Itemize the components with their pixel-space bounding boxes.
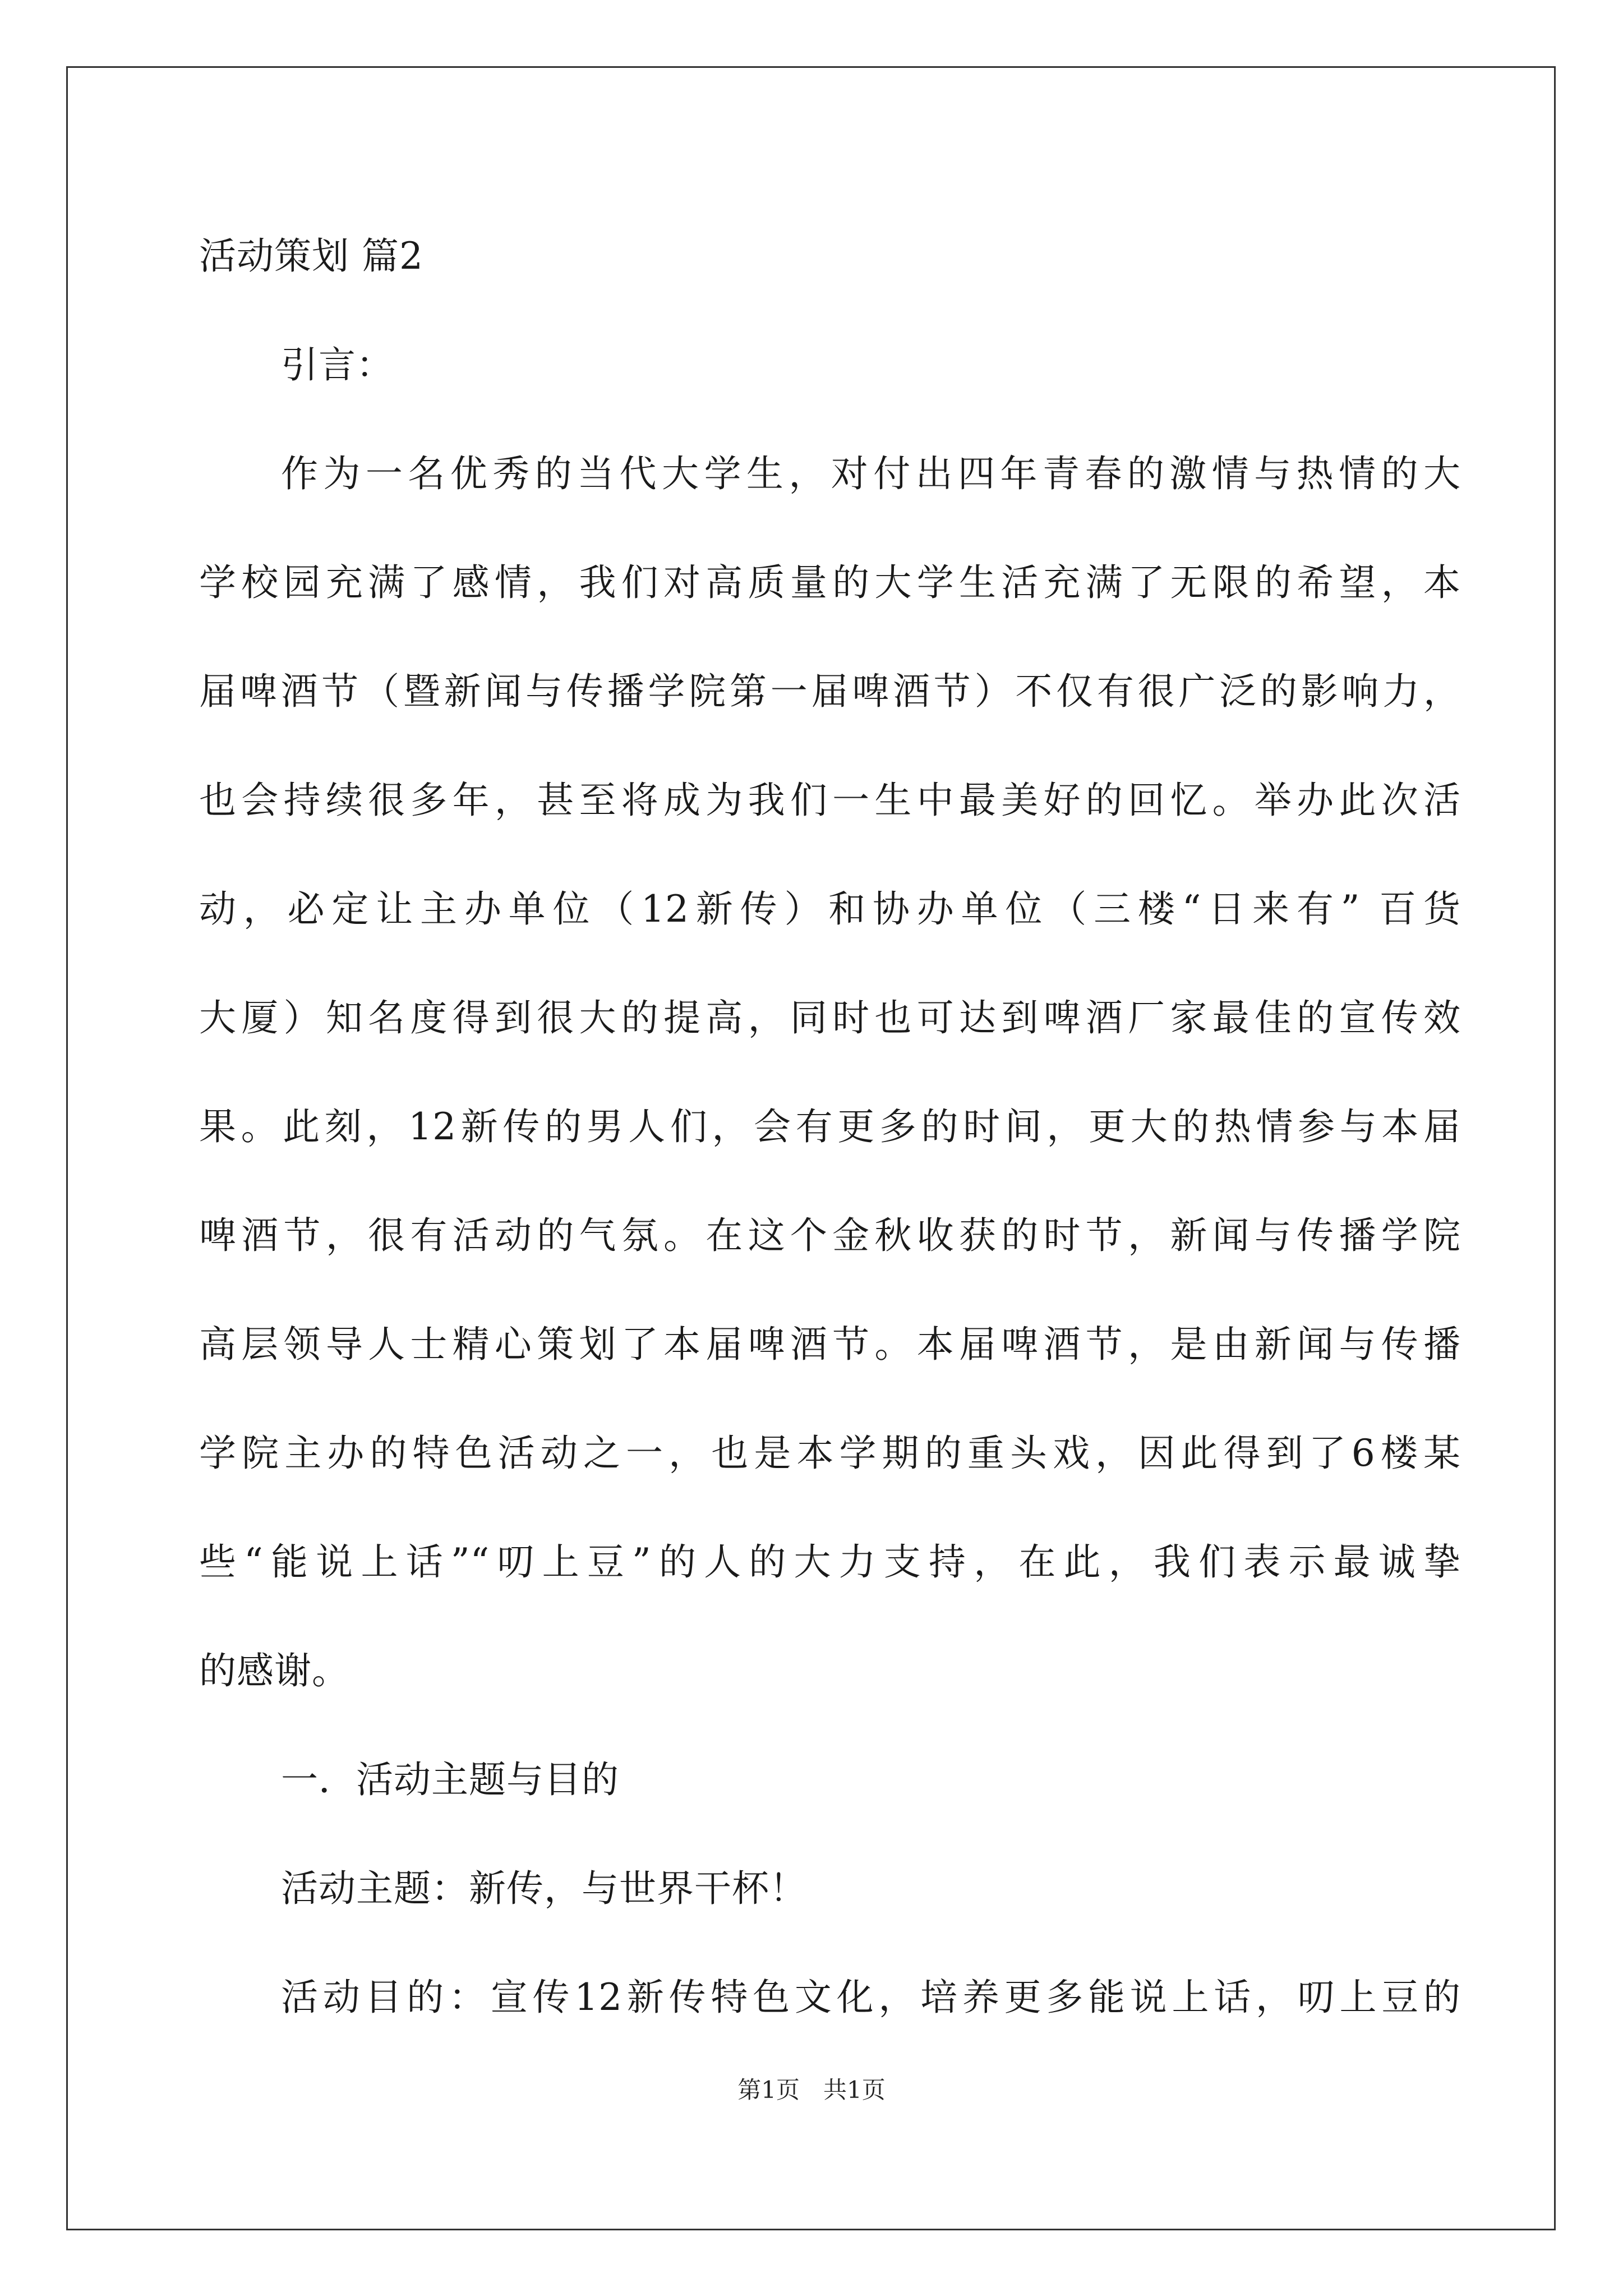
paragraph-line: 动，必定让主办单位（12新传）和协办单位（三楼“日来有” 百货 bbox=[199, 887, 1461, 931]
activity-purpose: 活动目的：宣传12新传特色文化，培养更多能说上话，叨上豆的 bbox=[281, 1976, 1461, 2019]
section-title: 一．活动主题与目的 bbox=[281, 1758, 619, 1801]
activity-theme: 活动主题：新传，与世界干杯！ bbox=[281, 1867, 807, 1910]
paragraph-line: 的感谢。 bbox=[199, 1649, 349, 1692]
paragraph-line: 大厦）知名度得到很大的提高，同时也可达到啤酒厂家最佳的宣传效 bbox=[199, 996, 1461, 1039]
document-body bbox=[199, 202, 1461, 2052]
paragraph-line: 学院主办的特色活动之一，也是本学期的重头戏，因此得到了6楼某 bbox=[199, 1432, 1461, 1475]
paragraph-line: 啤酒节，很有活动的气氛。在这个金秋收获的时节，新闻与传播学院 bbox=[199, 1214, 1461, 1257]
intro-label: 引言： bbox=[281, 343, 394, 386]
paragraph-line: 届啤酒节（暨新闻与传播学院第一届啤酒节）不仅有很广泛的影响力， bbox=[199, 670, 1461, 713]
paragraph-line: 学校园充满了感情，我们对高质量的大学生活充满了无限的希望，本 bbox=[199, 561, 1461, 604]
intro-paragraph bbox=[199, 420, 1461, 1726]
page-footer: 第1页 共1页 bbox=[737, 2076, 886, 2104]
paragraph-line: 高层领导人士精心策划了本届啤酒节。本届啤酒节，是由新闻与传播 bbox=[199, 1323, 1461, 1366]
paragraph-line: 作为一名优秀的当代大学生，对付出四年青春的激情与热情的大 bbox=[281, 452, 1461, 495]
paragraph-line: 果。此刻，12新传的男人们，会有更多的时间，更大的热情参与本届 bbox=[199, 1105, 1461, 1148]
paragraph-line: 些“能说上话”“叨上豆”的人的大力支持，在此，我们表示最诚挚 bbox=[199, 1540, 1461, 1584]
paragraph-line: 也会持续很多年，甚至将成为我们一生中最美好的回忆。举办此次活 bbox=[199, 779, 1461, 822]
document-heading: 活动策划 篇2 bbox=[199, 234, 423, 278]
